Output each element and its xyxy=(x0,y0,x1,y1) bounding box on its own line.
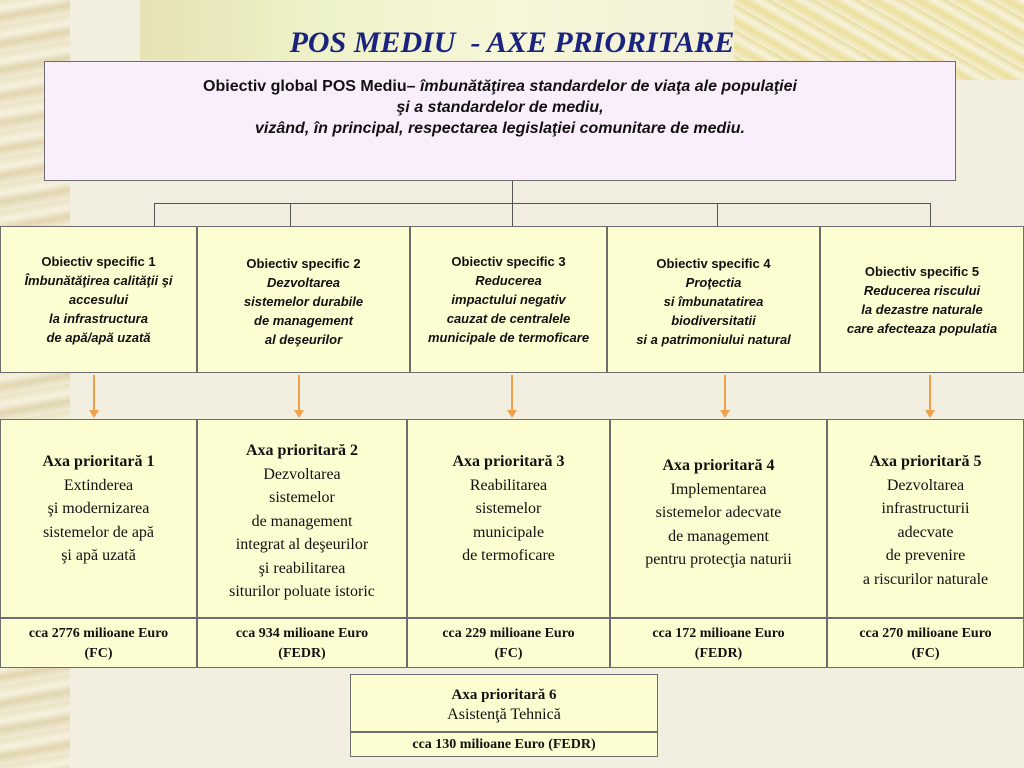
funding-amount: cca 270 milioane Euro xyxy=(859,626,992,641)
connector-drop-4 xyxy=(717,203,718,226)
priority-axis-text: de termoficare xyxy=(462,547,555,564)
specific-objective-text: de apă/apă uzată xyxy=(46,330,151,345)
arrow-head-1 xyxy=(89,410,99,418)
priority-axis-label: Axa prioritară 6 xyxy=(451,687,557,703)
priority-axis-3 xyxy=(407,419,610,618)
global-objective-box xyxy=(44,61,956,181)
priority-axis-text: de management xyxy=(668,527,769,545)
priority-axis-text: Extinderea xyxy=(63,476,134,494)
priority-axis-text: sistemelor adecvate xyxy=(655,504,782,521)
specific-objective-3 xyxy=(410,226,607,373)
global-objective-label: Obiectiv global POS Mediu xyxy=(203,78,407,95)
priority-axis-text: şi modernizarea xyxy=(47,500,150,517)
specific-objective-text: accesului xyxy=(68,292,129,307)
specific-objective-text: al deşeurilor xyxy=(264,332,343,347)
specific-objective-label: Obiectiv specific 4 xyxy=(656,256,771,271)
priority-axis-text: sistemelor xyxy=(475,500,542,517)
funding-amount: cca 130 milioane Euro (FEDR) xyxy=(412,737,596,752)
specific-objective-text: Dezvoltarea xyxy=(267,275,340,290)
global-objective-dash: – xyxy=(406,78,420,95)
priority-axis-5 xyxy=(827,419,1024,618)
priority-axis-text: integrat al deşeurilor xyxy=(235,536,369,553)
connector-drop-1 xyxy=(154,203,155,226)
specific-objective-text: de management xyxy=(254,313,353,328)
specific-objective-label: Obiectiv specific 5 xyxy=(864,263,980,279)
connector-horizontal xyxy=(154,203,930,204)
priority-axis-text: pentru protecţia naturii xyxy=(645,551,792,568)
specific-objective-label: Obiectiv specific 3 xyxy=(451,254,566,269)
specific-objective-text: Reducerea xyxy=(475,273,542,288)
specific-objective-text: sistemelor durabile xyxy=(243,294,364,309)
global-objective-text2: şi a standardelor de mediu, xyxy=(396,99,604,116)
specific-objective-1 xyxy=(0,226,197,373)
connector-drop-5 xyxy=(930,203,931,226)
priority-axis-text: Dezvoltarea xyxy=(886,476,965,494)
priority-axis-text: şi reabilitarea xyxy=(258,559,346,577)
specific-objective-text: cauzat de centralele xyxy=(446,311,571,326)
arrow-head-2 xyxy=(294,410,304,418)
funding-axis-6 xyxy=(350,732,658,757)
priority-axis-4 xyxy=(610,419,827,618)
specific-objective-label: Obiectiv specific 1 xyxy=(41,254,156,269)
specific-objective-text: impactului negativ xyxy=(451,292,566,307)
arrow-line-1 xyxy=(93,375,95,410)
priority-axis-text: a riscurilor naturale xyxy=(862,570,989,588)
specific-objective-2 xyxy=(197,226,410,373)
global-objective-text3: vizând, în principal, respectarea legislaţiei comunitare de mediu. xyxy=(255,120,745,137)
arrow-line-3 xyxy=(511,375,513,410)
arrow-line-2 xyxy=(298,375,300,410)
global-objective-text1: îmbunătăţirea standardelor de viaţa ale populaţiei xyxy=(419,78,797,95)
connector-vertical-main xyxy=(512,181,513,204)
priority-axis-2 xyxy=(197,419,407,618)
priority-axis-text: infrastructurii xyxy=(881,500,970,517)
funding-amount: cca 934 milioane Euro xyxy=(235,626,369,641)
specific-objective-text: Îmbunătăţirea calităţii şi xyxy=(24,273,173,288)
priority-axis-text: siturilor poluate istoric xyxy=(229,583,375,600)
priority-axis-label: Axa prioritară 1 xyxy=(42,453,155,470)
specific-objective-text: Proţectia xyxy=(685,275,742,290)
priority-axis-text: de prevenire xyxy=(885,547,966,564)
specific-objective-text: municipale de termoficare xyxy=(427,330,590,345)
arrow-head-5 xyxy=(925,410,935,418)
specific-objective-text: Reducerea riscului xyxy=(863,282,981,298)
priority-axis-label: Axa prioritară 4 xyxy=(662,457,775,474)
priority-axis-text: municipale xyxy=(472,523,545,541)
arrow-line-4 xyxy=(724,375,726,410)
priority-axis-label: Axa prioritară 2 xyxy=(246,442,358,459)
funding-axis-5 xyxy=(827,618,1024,668)
specific-objective-text: si a patrimoniului natural xyxy=(636,332,791,347)
funding-source: (FC) xyxy=(84,646,113,661)
priority-axis-6 xyxy=(350,674,658,732)
priority-axis-text: Reabilitarea xyxy=(469,476,548,494)
priority-axis-text: Dezvoltarea xyxy=(263,465,341,483)
funding-axis-4 xyxy=(610,618,827,668)
funding-source: (FEDR) xyxy=(694,646,743,661)
connector-drop-3 xyxy=(512,203,513,226)
arrow-head-3 xyxy=(507,410,517,418)
funding-source: (FC) xyxy=(494,646,523,661)
specific-objective-text: la infrastructura xyxy=(49,311,148,326)
priority-axis-text: Asistenţă Tehnică xyxy=(447,706,561,723)
specific-objective-4 xyxy=(607,226,820,373)
funding-axis-2 xyxy=(197,618,407,668)
priority-axis-label: Axa prioritară 3 xyxy=(452,453,565,470)
specific-objective-text: care afecteaza populatia xyxy=(846,320,998,336)
global-objective-line1 xyxy=(45,76,955,97)
funding-amount: cca 229 milioane Euro xyxy=(442,626,575,641)
funding-amount: cca 172 milioane Euro xyxy=(652,626,785,641)
funding-axis-1 xyxy=(0,618,197,668)
priority-axis-label: Axa prioritară 5 xyxy=(869,453,982,470)
priority-axis-text: şi apă uzată xyxy=(61,547,136,564)
funding-source: (FEDR) xyxy=(278,646,326,661)
priority-axis-text: sistemelor xyxy=(269,489,335,506)
priority-axis-text: Implementarea xyxy=(670,480,767,498)
specific-objective-text: si îmbunatatirea xyxy=(663,294,764,309)
connector-drop-2 xyxy=(290,203,291,226)
arrow-head-4 xyxy=(720,410,730,418)
specific-objective-5 xyxy=(820,226,1024,373)
funding-amount: cca 2776 milioane Euro xyxy=(28,626,169,641)
funding-axis-3 xyxy=(407,618,610,668)
specific-objective-label: Obiectiv specific 2 xyxy=(246,256,361,271)
priority-axis-text: de management xyxy=(251,512,353,530)
priority-axis-1 xyxy=(0,419,197,618)
priority-axis-text: adecvate xyxy=(897,523,954,541)
arrow-line-5 xyxy=(929,375,931,410)
specific-objective-text: la dezastre naturale xyxy=(861,301,983,317)
page-title: POS MEDIU - AXE PRIORITARE xyxy=(289,26,735,59)
priority-axis-text: sistemelor de apă xyxy=(42,523,155,541)
funding-source: (FC) xyxy=(911,646,940,661)
specific-objective-text: biodiversitatii xyxy=(671,313,756,328)
